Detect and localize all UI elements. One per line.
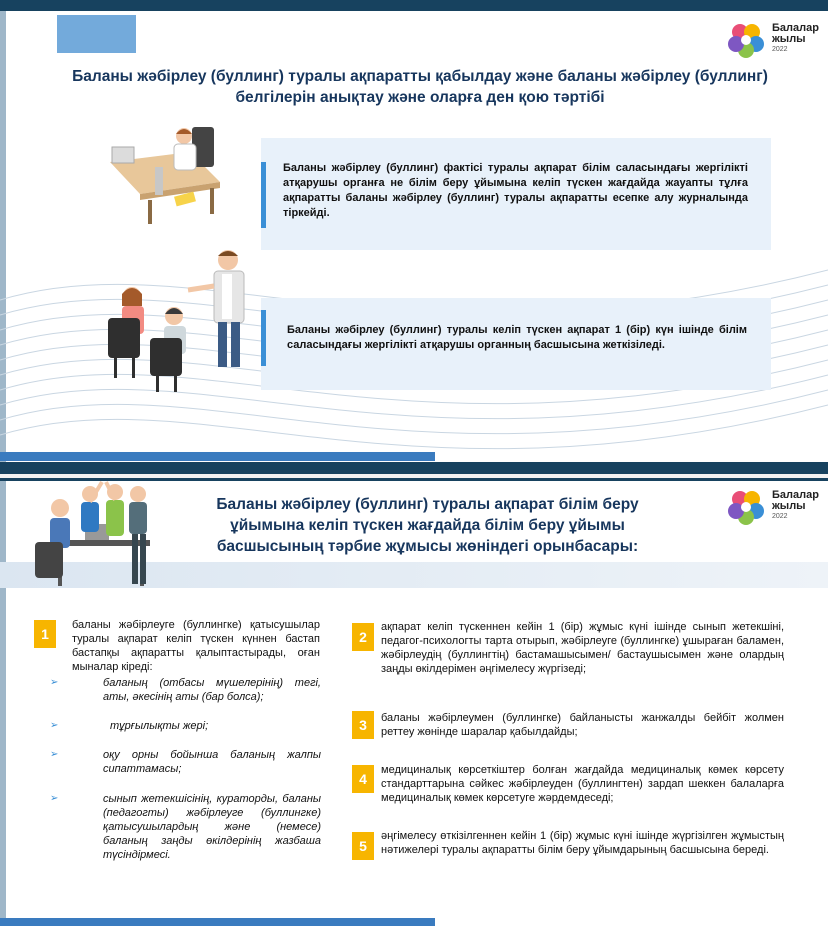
arrow-bullet-icon: ➢ <box>50 677 59 688</box>
logo-text: Балалар жылы <box>772 489 819 512</box>
flower-logo-icon <box>726 487 766 527</box>
header-blue-block <box>57 15 136 53</box>
bullet-item: сынып жетекшісінің, кураторды, баланы (педагогты) жәбірлеуге (буллингке) қатысушылардың және (немесе) баланың заңды өкілдерінің жазбаша түсіндірмесі. <box>103 793 321 861</box>
bottom-stripe-light <box>0 452 435 461</box>
item-4-text: медициналық көрсеткіштер болған жағдайда медициналық көмек көрсету стандарттарына сәйкес жәбірлеуден (буллингтен) зардап шеккен балаларға медициналық көмек көрсетуге жәрдемдеседі; <box>381 764 784 804</box>
card-accent <box>261 310 266 366</box>
logo-year: 2022 <box>772 46 788 53</box>
bottom-bar <box>0 462 828 474</box>
bullet-item: баланың (отбасы мүшелерінің) тегі, аты, әкесінің аты (бар болса); <box>103 677 321 703</box>
card2-text: Баланы жәбірлеу (буллинг) туралы келіп түскен ақпарат 1 (бір) күн ішінде білім саласындағы жергілікті атқарушы органның басшысына жеткізіледі. <box>287 324 747 351</box>
logo-text: Балалар жылы <box>772 22 819 45</box>
slide2-title: Баланы жәбірлеу (буллинг) туралы ақпарат білім беру ұйымына келіп түскен жағдайда білім беру ұйымы басшысының тәрбие жұмысы жөніндегі орынбасары: <box>216 496 639 555</box>
bullet-item: тұрғылықты жері; <box>110 720 209 732</box>
card1-text: Баланы жәбірлеу (буллинг) фактісі туралы ақпарат білім саласындағы жергілікті атқарушы органға не білім беру ұйымына келіп түскен жағдайда жауапты тұлға ақпаратты баланы жәбірлеу (буллинг) туралы ақпаратты есепке алу журналында тіркейді. <box>283 162 748 219</box>
team-illustration <box>30 480 160 592</box>
balalar-zhyly-logo <box>726 20 826 60</box>
number-badge-2: 2 <box>352 623 374 651</box>
item-3-text: баланы жәбірлеумен (буллингке) байланысты жанжалды бейбіт жолмен реттеу жөнінде шаралар қабылдайды; <box>381 712 784 738</box>
number-badge-1: 1 <box>34 620 56 648</box>
meeting-illustration <box>100 246 260 396</box>
info-card-2 <box>261 298 771 390</box>
number-badge-3: 3 <box>352 711 374 739</box>
slide-2 <box>0 478 828 926</box>
arrow-bullet-icon: ➢ <box>50 793 59 804</box>
flower-logo-icon <box>726 20 766 60</box>
arrow-bullet-icon: ➢ <box>50 720 59 731</box>
number-badge-4: 4 <box>352 765 374 793</box>
top-bar <box>0 0 828 11</box>
left-edge <box>0 11 6 474</box>
bullet-item: оқу орны бойынша баланың жалпы сипаттамасы; <box>103 749 321 775</box>
balalar-zhyly-logo <box>726 487 826 527</box>
arrow-bullet-icon: ➢ <box>50 749 59 760</box>
card-accent <box>261 162 266 228</box>
slide1-title: Баланы жәбірлеу (буллинг) туралы ақпаратты қабылдау және баланы жәбірлеу (буллинг) белгілерін анықтау және оларға ден қою тәртібі <box>72 68 768 106</box>
left-edge <box>0 481 6 926</box>
item-2-text: ақпарат келіп түскеннен кейін 1 (бір) жұмыс күні ішінде сынып жетекшіні, педагог-психологты тарта отырып, жәбірлеуге (буллингке) ұшыраған баламен, жәбірлеудің (буллингтің) бастамашысымен/ бастаушысымен және олардың заңды өкілдерімен әңгімелесу жүргізеді; <box>381 621 784 675</box>
item-5-text: әңгімелесу өткізілгеннен кейін 1 (бір) жұмыс күні ішінде жүргізілген жұмыстың нәтижелері туралы ақпаратты білім беру ұйымдарының басшысына береді. <box>381 830 784 856</box>
logo-year: 2022 <box>772 513 788 520</box>
number-badge-5: 5 <box>352 832 374 860</box>
item-1-text: баланы жәбірлеуге (буллингке) қатысушылар туралы ақпарат келіп түскен күннен бастап бастапқы ақпаратты қалыптастырады, оған мыналар кіреді: <box>72 619 320 673</box>
bottom-stripe-light <box>0 918 435 926</box>
desk-worker-illustration <box>100 122 230 227</box>
info-card-1 <box>261 138 771 250</box>
